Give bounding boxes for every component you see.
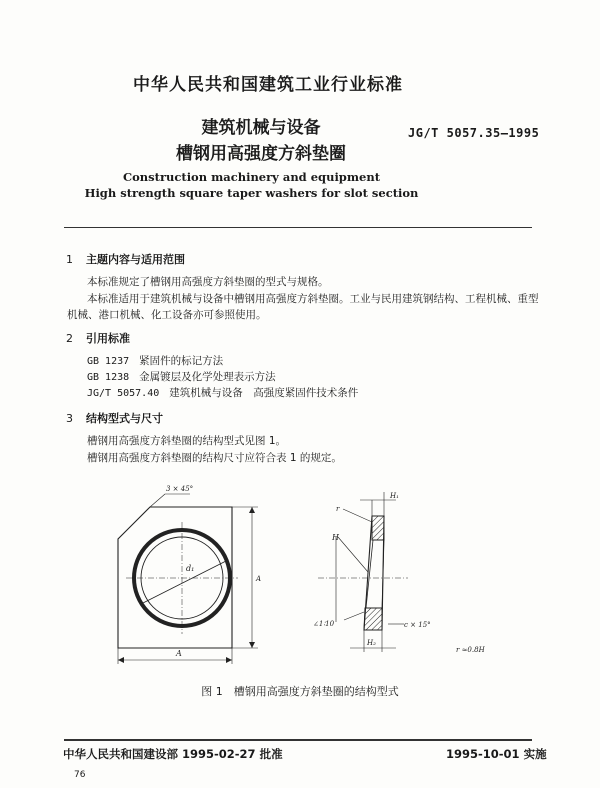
section-number: 3 <box>66 412 73 425</box>
figure-caption: 图 1 槽钢用高强度方斜垫圈的结构型式 <box>201 685 399 698</box>
section-1-paragraph-3: 机械、港口机械、化工设备亦可参照使用。 <box>67 309 267 321</box>
document-title-line2: 槽钢用高强度方斜垫圈 <box>176 144 346 164</box>
document-title-line1: 建筑机械与设备 <box>201 118 321 138</box>
section-3-paragraph-1: 槽钢用高强度方斜垫圈的结构型式见图 1。 <box>87 435 287 447</box>
section-3-paragraph-2: 槽钢用高强度方斜垫圈的结构尺寸应符合表 1 的规定。 <box>87 452 342 464</box>
issuer-approval: 中华人民共和国建设部 1995-02-27 批准 <box>63 747 283 761</box>
reference-code: GB 1238 <box>87 372 130 383</box>
radius-note: r ≈0.8H <box>456 646 485 654</box>
english-title-line1: Construction machinery and equipment <box>122 170 381 184</box>
thickness-top-label: H₁ <box>390 492 399 500</box>
h-label: H <box>332 533 339 542</box>
r-label: r <box>336 505 340 513</box>
hole-diameter-label: d₁ <box>186 564 195 573</box>
reference-title: 建筑机械与设备 高强度紧固件技术条件 <box>169 387 359 399</box>
section-number: 2 <box>66 332 73 345</box>
page-number: 76 <box>74 770 86 780</box>
width-label: A <box>176 649 182 658</box>
implementation-date: 1995-10-01 实施 <box>446 747 547 761</box>
section-1-paragraph-2: 本标准适用于建筑机械与设备中槽钢用高强度方斜垫圈。工业与民用建筑钢结构、工程机械、重型 <box>87 293 539 305</box>
english-title-line2: High strength square taper washers for slot section <box>84 186 419 200</box>
edge-chamfer-label: c × 15° <box>404 621 431 629</box>
reference-code: GB 1237 <box>87 356 130 367</box>
section-title: 结构型式与尺寸 <box>86 412 163 425</box>
footer-divider <box>64 739 532 741</box>
slope-label: ∠1∶10 <box>313 620 335 628</box>
reference-title: 紧固件的标记方法 <box>139 355 224 367</box>
chamfer-label: 3 × 45° <box>166 485 194 493</box>
reference-title: 金属镀层及化学处理表示方法 <box>139 371 276 383</box>
standard-code: JG/T 5057.35—1995 <box>408 126 540 140</box>
section-number: 1 <box>66 253 73 266</box>
section-title: 主题内容与适用范围 <box>86 253 185 266</box>
side-height-label: A <box>256 575 262 583</box>
thickness-bottom-label: H₂ <box>367 639 376 647</box>
industry-standard-title: 中华人民共和国建筑工业行业标准 <box>133 75 403 95</box>
section-title: 引用标准 <box>86 332 130 345</box>
reference-code: JG/T 5057.40 <box>87 388 160 399</box>
section-1-paragraph-1: 本标准规定了槽钢用高强度方斜垫圈的型式与规格。 <box>87 276 329 288</box>
